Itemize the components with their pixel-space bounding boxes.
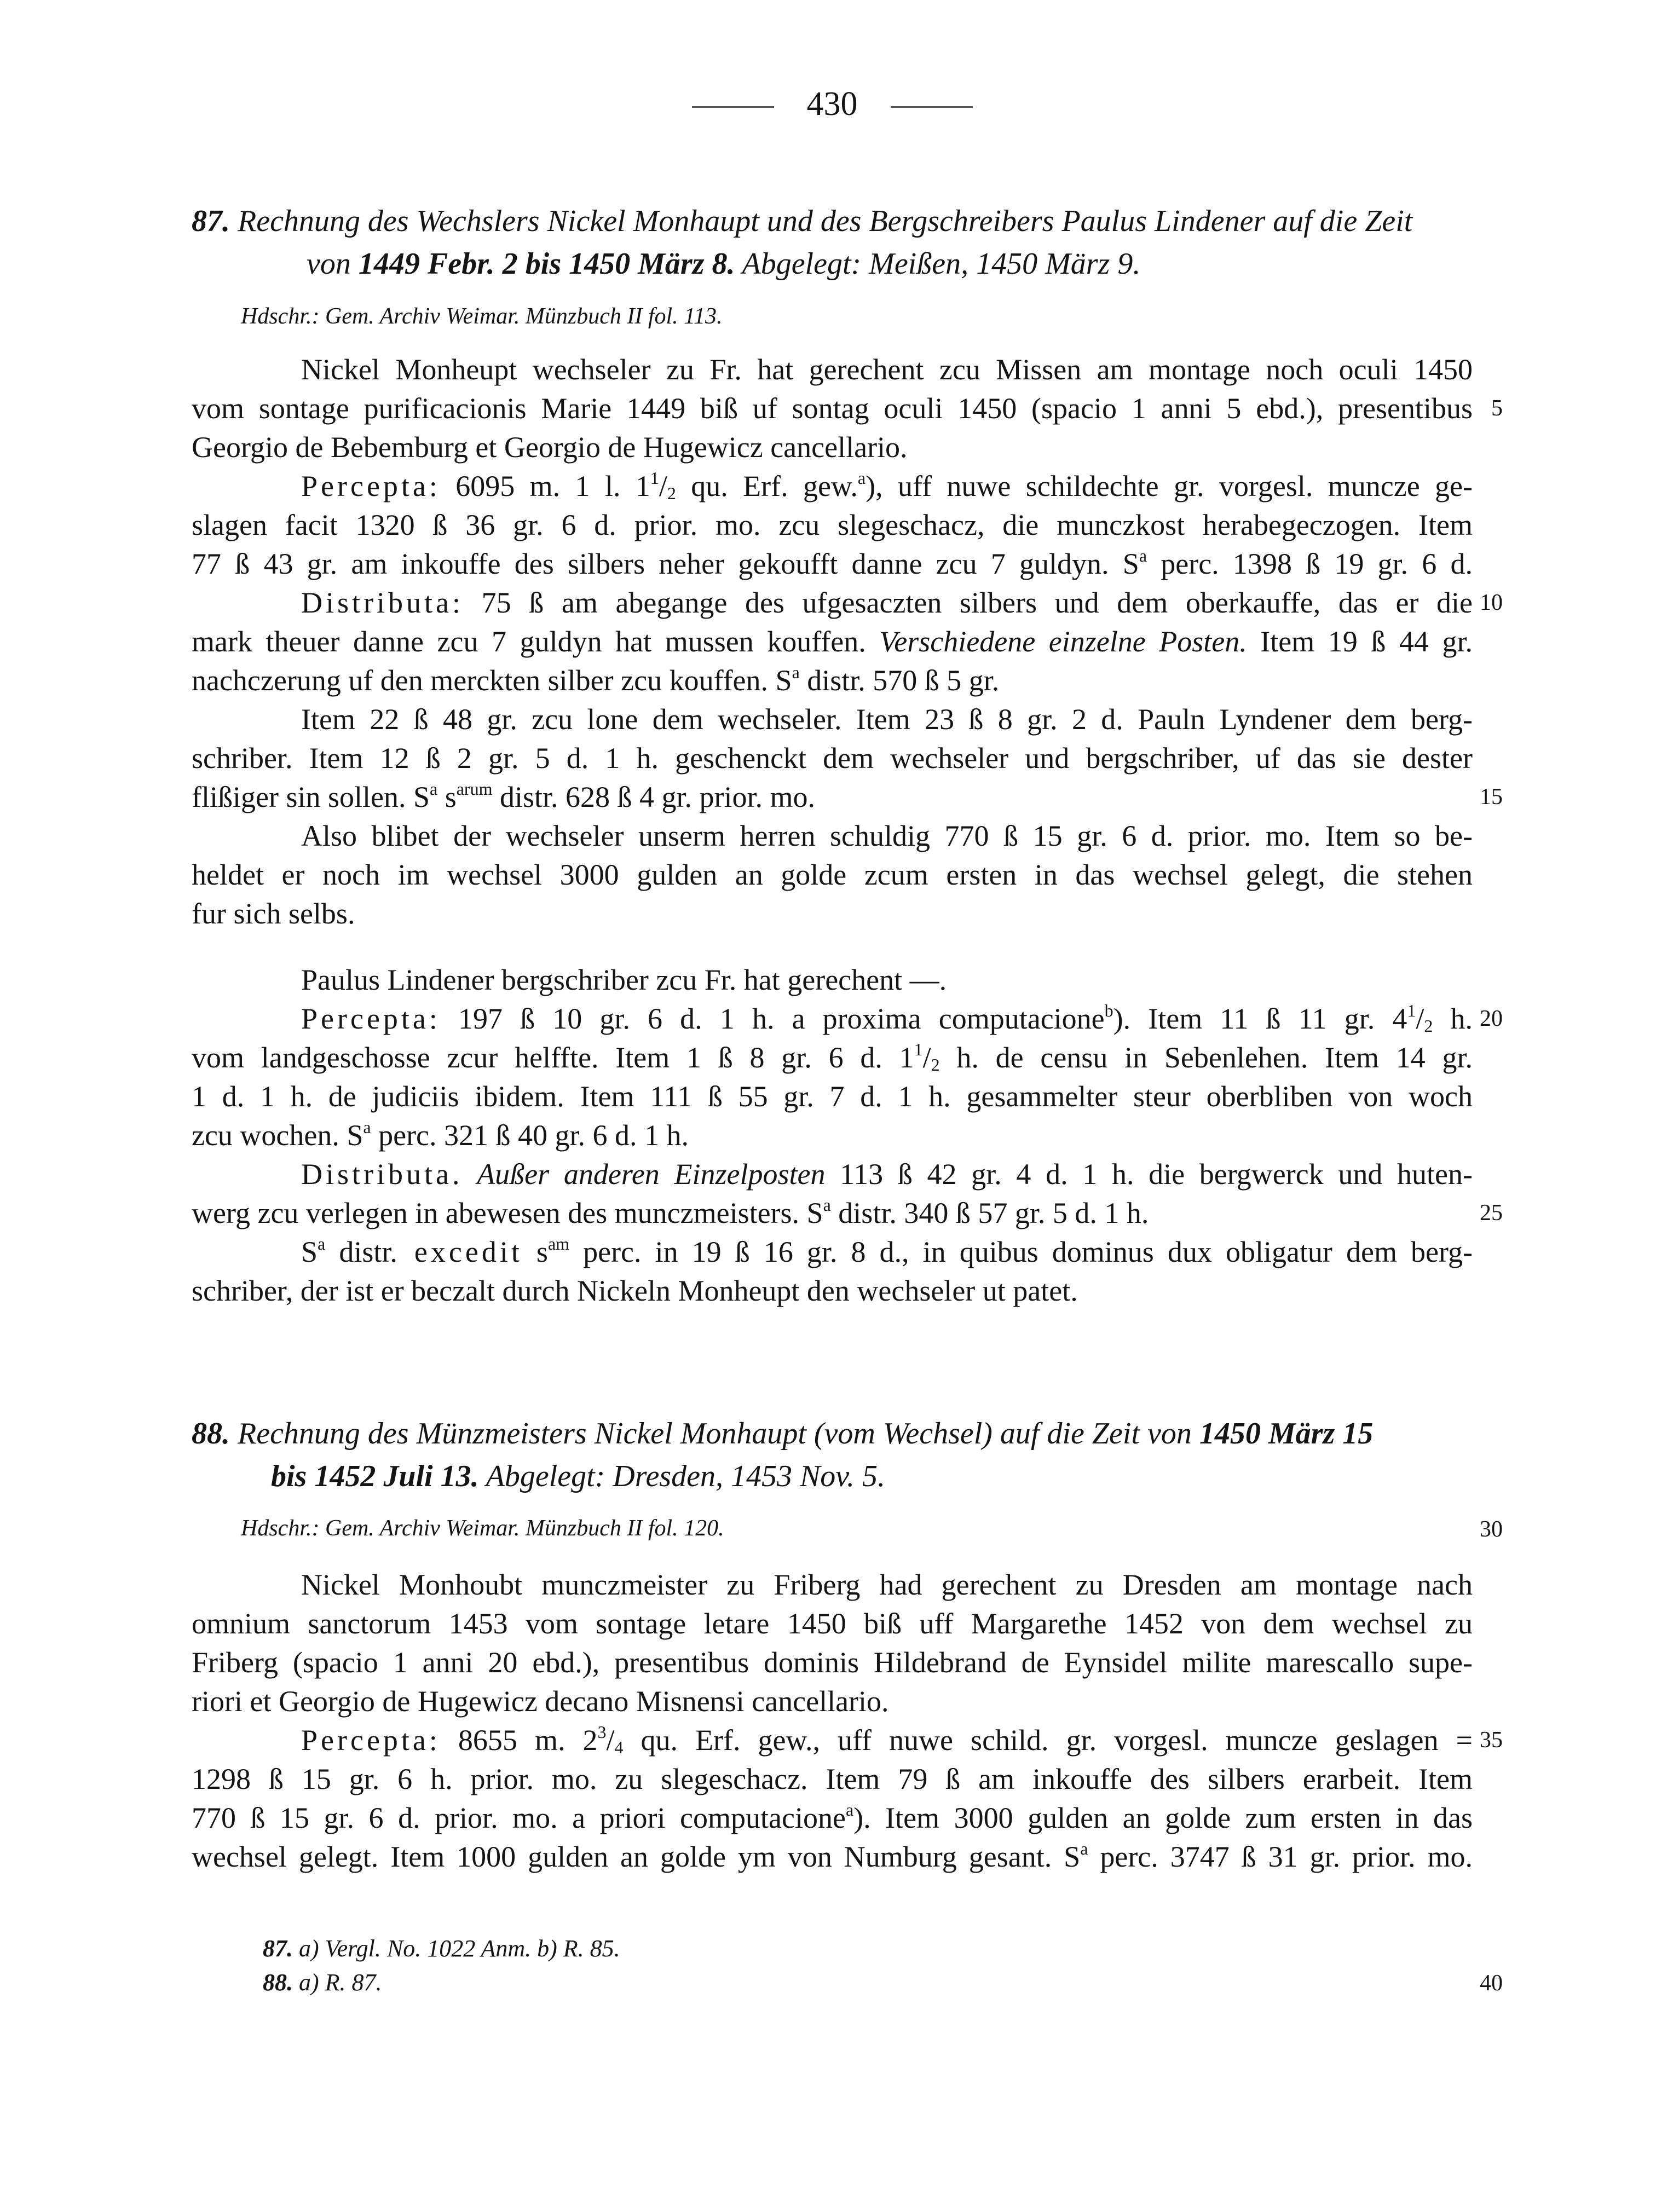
doc87-line-16: Paulus Lindener bergschriber zcu Fr. hat gerechent —. <box>301 963 947 996</box>
text: 770 ß 15 gr. 6 d. prior. mo. a priori computacione <box>192 1801 846 1834</box>
doc88-source: Hdschr.: Gem. Archiv Weimar. Münzbuch II fol. 120. <box>241 1516 724 1541</box>
doc88-title: Rechnung des Münzmeisters Nickel Monhaupt (vom Wechsel) auf die Zeit von <box>238 1417 1199 1451</box>
percepta-label: Percepta: <box>301 470 441 503</box>
doc88-date-end: bis 1452 Juli 13. <box>271 1459 479 1493</box>
text: ), uff nuwe schildechte gr. vorgesl. muncze ge- <box>866 470 1473 503</box>
summa-sup: a <box>792 662 800 682</box>
text: perc. in 19 ß 16 gr. 8 d., in quibus dominus dux obligatur dem berg- <box>569 1235 1473 1268</box>
doc88-number: 88. <box>192 1417 230 1451</box>
text: vom landgeschosse zcur helffte. Item 1 ß 8 gr. 6 d. 1 <box>192 1041 914 1074</box>
doc88-line-3: Friberg (spacio 1 anni 20 ebd.), presentibus dominis Hildebrand de Eynsidel milite marescallo supe- <box>192 1646 1473 1679</box>
frac-den: 2 <box>931 1055 940 1075</box>
footnote-88 <box>263 1966 382 1999</box>
text: ). Item 3000 gulden an golde zum ersten in das <box>853 1801 1473 1834</box>
line-number-10: 10 <box>1480 590 1503 615</box>
doc88-line-2: omnium sanctorum 1453 vom sontage letare 1450 biß uff Margarethe 1452 von dem wechsel zu <box>192 1607 1473 1640</box>
frac-den: 4 <box>614 1737 624 1757</box>
line-number-5: 5 <box>1491 396 1503 421</box>
doc87-line-11: schriber. Item 12 ß 2 gr. 5 d. 1 h. geschenckt dem wechseler und bergschriber, uf das sie dester <box>192 742 1473 775</box>
line-number-15: 15 <box>1480 784 1503 810</box>
doc87-date-range: 1449 Febr. 2 bis 1450 März 8. <box>358 247 735 281</box>
doc87-source: Hdschr.: Gem. Archiv Weimar. Münzbuch II fol. 113. <box>241 304 723 329</box>
text: s <box>522 1235 548 1268</box>
text: h. <box>1433 1002 1473 1035</box>
doc87-line-20 <box>192 1116 1473 1154</box>
doc87-line-14: heldet er noch im wechsel 3000 gulden an golde zcum ersten in das wechsel gelegt, die stehen <box>192 858 1473 891</box>
footnote-number: 87. <box>263 1935 293 1962</box>
doc87-line-8 <box>192 622 1473 661</box>
percepta-label: Percepta: <box>301 1724 441 1757</box>
doc87-line-21 <box>301 1155 1473 1193</box>
doc88-heading <box>192 1412 1473 1498</box>
doc87-title: Rechnung des Wechslers Nickel Monhaupt und des Bergschreibers Paulus Lindener auf die Zeit <box>238 204 1413 238</box>
frac-num: 1 <box>1407 1001 1416 1020</box>
doc87-heading-line2 <box>192 242 1473 285</box>
text: qu. Erf. gew., uff nuwe schild. gr. vorgesl. muncze geslagen = <box>623 1724 1473 1757</box>
doc87-line-17 <box>301 1000 1473 1038</box>
footnote-ref: a <box>857 468 866 488</box>
doc87-delivered: Abgelegt: Meißen, 1450 März 9. <box>735 247 1141 281</box>
page-number: 430 <box>806 85 858 123</box>
doc88-line-7 <box>192 1799 1473 1837</box>
text: wechsel gelegt. Item 1000 gulden an golde ym von Numburg gesant. S <box>192 1840 1081 1873</box>
doc87-line-15: fur sich selbs. <box>192 897 355 930</box>
frac-num: 3 <box>597 1722 607 1742</box>
excedit-label: excedit <box>397 1235 523 1268</box>
summa-sup: a <box>318 1234 326 1254</box>
footnote-text: a) R. 87. <box>293 1969 382 1996</box>
frac-slash: / <box>1416 1002 1424 1035</box>
doc88-line-8 <box>192 1838 1473 1876</box>
doc87-line-3: Georgio de Bebemburg et Georgio de Hugewicz cancellario. <box>192 431 908 464</box>
doc87-line-12 <box>192 778 1473 816</box>
text: 8655 m. 2 <box>440 1724 598 1757</box>
footnote-ref: b <box>1104 1001 1113 1020</box>
doc87-line-1: Nickel Monheupt wechseler zu Fr. hat gerechent zcu Missen am montage noch oculi 1450 <box>301 353 1473 386</box>
line-number-20: 20 <box>1480 1006 1503 1031</box>
summa-sup: a <box>1080 1839 1088 1858</box>
text: h. de censu in Sebenlehen. Item 14 gr. <box>939 1041 1473 1074</box>
distributa-label: Distributa: <box>301 586 464 619</box>
doc87-line-5: slagen facit 1320 ß 36 gr. 6 d. prior. mo. zcu slegeschacz, die munczkost herabegeczogen. Item <box>192 509 1473 541</box>
doc87-line-23 <box>301 1233 1473 1271</box>
text: mark theuer danne zcu 7 guldyn hat mussen kouffen. <box>192 625 880 658</box>
editorial-note: Verschiedene einzelne Posten. <box>879 625 1247 658</box>
text: s <box>437 781 457 813</box>
frac-den: 2 <box>1424 1016 1433 1036</box>
doc88-delivered: Abgelegt: Dresden, 1453 Nov. 5. <box>478 1459 886 1493</box>
text: perc. 1398 ß 19 gr. 6 d. <box>1147 547 1473 580</box>
footnote-87 <box>263 1932 620 1965</box>
text: ). Item 11 ß 11 gr. 4 <box>1113 1002 1407 1035</box>
doc87-line-18 <box>192 1038 1473 1077</box>
summa-sup: a <box>429 779 438 799</box>
frac-slash: / <box>922 1041 931 1074</box>
text: nachczerung uf den merckten silber zcu kouffen. S <box>192 664 792 697</box>
doc87-line-24: schriber, der ist er beczalt durch Nickeln Monheupt den wechseler ut patet. <box>192 1274 1078 1307</box>
distributa-label: Distributa. <box>301 1158 463 1191</box>
summa-sup: a <box>363 1117 371 1137</box>
frac-den: 2 <box>667 483 676 503</box>
doc88-line-6: 1298 ß 15 gr. 6 h. prior. mo. zu slegeschacz. Item 79 ß am inkouffe des silbers erarbeit. Item <box>192 1763 1473 1795</box>
line-number-35: 35 <box>1480 1728 1503 1753</box>
footnote-number: 88. <box>263 1969 293 1996</box>
editorial-note: Außer anderen Einzelposten <box>463 1158 826 1191</box>
header-rule-left <box>692 106 774 108</box>
percepta-label: Percepta: <box>301 1002 441 1035</box>
doc88-line-5 <box>301 1721 1473 1759</box>
text: zcu wochen. S <box>192 1119 364 1152</box>
text: 197 ß 10 gr. 6 d. 1 h. a proxima computacione <box>440 1002 1105 1035</box>
doc87-line-22 <box>192 1194 1473 1232</box>
text: werg zcu verlegen in abewesen des munczmeisters. S <box>192 1197 823 1229</box>
line-number-40: 40 <box>1480 1971 1503 1996</box>
doc87-line-19: 1 d. 1 h. de judiciis ibidem. Item 111 ß 55 gr. 7 d. 1 h. gesammelter steur oberbliben von woch <box>192 1080 1473 1113</box>
doc88-heading-line1 <box>192 1412 1473 1455</box>
line-number-25: 25 <box>1480 1200 1503 1226</box>
doc87-line-4 <box>301 467 1473 505</box>
header-rule-right <box>891 106 973 108</box>
doc87-line-7 <box>301 584 1473 622</box>
text: Item 19 ß 44 gr. <box>1247 625 1473 658</box>
text: S <box>301 1235 318 1268</box>
text: 6095 m. 1 l. 1 <box>440 470 650 503</box>
doc87-line-2: vom sontage purificacionis Marie 1449 biß uf sontag oculi 1450 (spacio 1 anni 5 ebd.), presentibus <box>192 392 1473 425</box>
text: perc. 3747 ß 31 gr. prior. mo. <box>1088 1840 1473 1873</box>
frac-slash: / <box>606 1724 615 1757</box>
doc87-line-6 <box>192 545 1473 583</box>
text: distr. 340 ß 57 gr. 5 d. 1 h. <box>830 1197 1149 1229</box>
doc88-line-1: Nickel Monhoubt munczmeister zu Friberg had gerechent zu Dresden am montage nach <box>301 1568 1473 1601</box>
text: 75 ß am abegange des ufgesaczten silbers und dem oberkauffe, das er die <box>463 586 1473 619</box>
doc87-number: 87. <box>192 204 230 238</box>
text: distr. <box>325 1235 397 1268</box>
footnote-text: a) Vergl. No. 1022 Anm. b) R. 85. <box>293 1935 620 1962</box>
frac-num: 1 <box>650 468 659 488</box>
text: flißiger sin sollen. S <box>192 781 430 813</box>
text: perc. 321 ß 40 gr. 6 d. 1 h. <box>371 1119 689 1152</box>
text: distr. 570 ß 5 gr. <box>799 664 1000 697</box>
page-header <box>192 82 1473 126</box>
doc88-date-start: 1450 März 15 <box>1199 1417 1374 1451</box>
doc87-heading-von: von <box>307 247 359 281</box>
footnote-ref: a <box>845 1800 854 1820</box>
doc87-line-13: Also blibet der wechseler unserm herren schuldig 770 ß 15 gr. 6 d. prior. mo. Item so be- <box>301 819 1473 852</box>
summarum-sup: arum <box>456 779 493 799</box>
summa-sup: a <box>823 1195 831 1215</box>
doc88-heading-line2 <box>192 1455 1473 1498</box>
doc87-line-9 <box>192 661 1473 700</box>
doc87-heading <box>192 200 1473 285</box>
line-number-30: 30 <box>1480 1517 1503 1542</box>
doc87-heading-line1 <box>192 200 1473 242</box>
text: qu. Erf. gew. <box>676 470 858 503</box>
text: distr. 628 ß 4 gr. prior. mo. <box>492 781 815 813</box>
frac-num: 1 <box>914 1039 923 1059</box>
summa-sup: a <box>1139 546 1147 565</box>
doc87-line-10: Item 22 ß 48 gr. zcu lone dem wechseler. Item 23 ß 8 gr. 2 d. Pauln Lyndener dem berg- <box>301 703 1473 736</box>
summam-sup: am <box>547 1234 570 1254</box>
text: 113 ß 42 gr. 4 d. 1 h. die bergwerck und huten- <box>825 1158 1473 1191</box>
frac-slash: / <box>659 470 667 503</box>
doc88-line-4: riori et Georgio de Hugewicz decano Misnensi cancellario. <box>192 1685 889 1718</box>
text: 77 ß 43 gr. am inkouffe des silbers neher gekoufft danne zcu 7 guldyn. S <box>192 547 1139 580</box>
